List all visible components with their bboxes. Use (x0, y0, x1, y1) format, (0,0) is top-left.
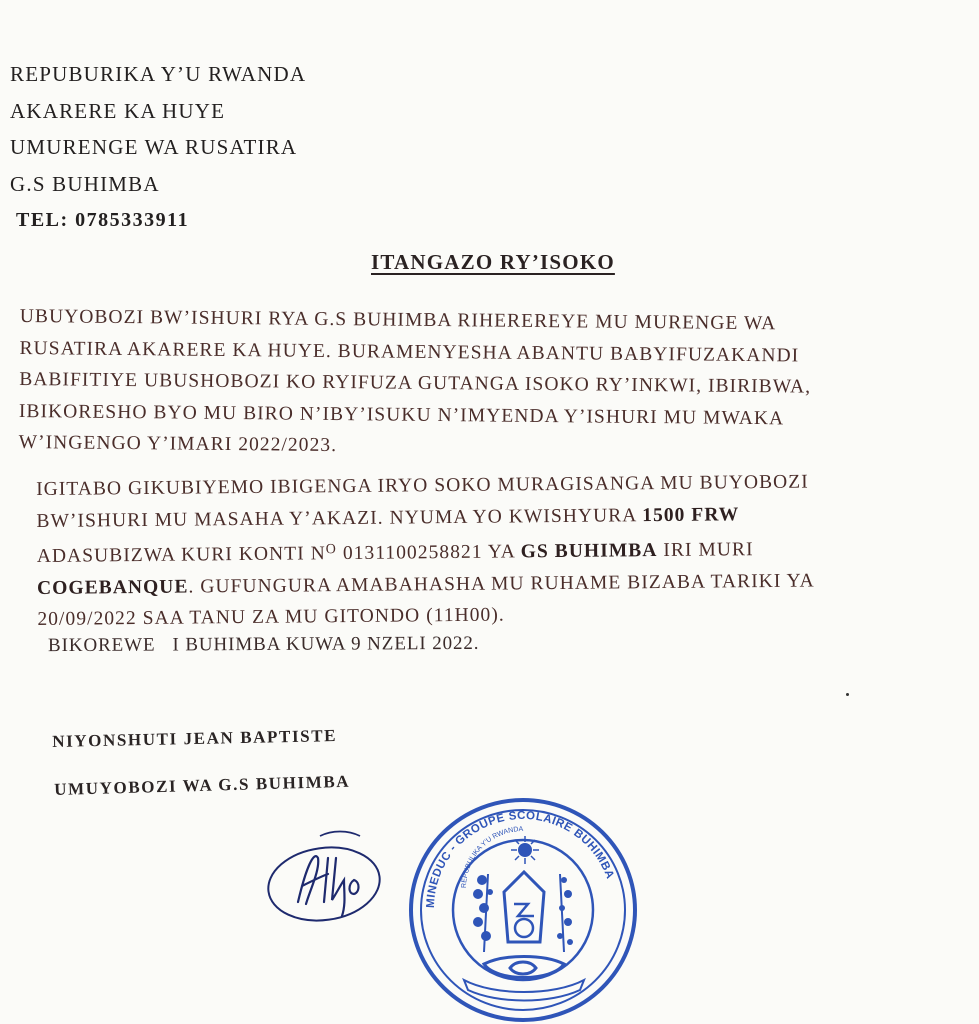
place-and-date: BIKOREWE I BUHIMBA KUWA 9 NZELI 2022. (47, 632, 480, 657)
paragraph-line: W’INGENGO Y’IMARI 2022/2023. (18, 431, 338, 457)
letterhead-district: AKARERE KA HUYE (10, 98, 226, 123)
paragraph-line: UBUYOBOZI BW’ISHURI RYA G.S BUHIMBA RIHEREREYE MU MURENGE WA (19, 305, 777, 335)
scan-speck (846, 693, 849, 696)
paragraph-text: IRI MURI (657, 539, 754, 562)
letterhead (10, 56, 306, 239)
paragraph-line: IBIKORESHO BYO MU BIRO N’IBY’ISUKU N’IMYENDA Y’ISHURI MU MWAKA (18, 400, 785, 429)
signatory-title: UMUYOBOZI WA G.S BUHIMBA (54, 771, 351, 799)
letterhead-sector: UMURENGE WA RUSATIRA (10, 135, 298, 159)
paragraph-text: ADASUBIZWA KURI KONTI N (36, 543, 326, 567)
paragraph-text: YA (482, 541, 521, 563)
document-title: ITANGAZO RY’ISOKO (371, 250, 615, 274)
paragraph-text: BW’ISHURI MU MASAHA Y’AKAZI. NYUMA YO KWISHYURA (36, 504, 643, 532)
signatory-name: NIYONSHUTI JEAN BAPTISTE (52, 726, 338, 751)
school-seal-stamp (404, 792, 642, 1024)
bank-name: COGEBANQUE (36, 576, 189, 599)
letterhead-phone: TEL: 0785333911 (16, 209, 190, 231)
paragraph-announcement (18, 301, 811, 466)
number-superscript: O (325, 542, 337, 558)
svg-text:REPUBULIKA Y'U RWANDA: REPUBULIKA Y'U RWANDA (460, 825, 524, 889)
paragraph-line: IGITABO GIKUBIYEMO IBIGENGA IRYO SOKO MURAGISANGA MU BUYOBOZI (36, 471, 809, 500)
paragraph-text: . GUFUNGURA AMABAHASHA MU RUHAME BIZABA TARIKI YA (188, 570, 815, 598)
paragraph-instructions (36, 467, 815, 636)
letterhead-school: G.S BUHIMBA (10, 171, 160, 196)
fee-amount: 1500 FRW (642, 503, 740, 526)
account-holder: GS BUHIMBA (520, 540, 658, 563)
paragraph-line: RUSATIRA AKARERE KA HUYE. BURAMENYESHA ABANTU BABYIFUZAKANDI (19, 337, 800, 366)
account-number: 0131100258821 (336, 541, 483, 565)
svg-text:MINEDUC - GROUPE SCOLAIRE BUHI: MINEDUC - GROUPE SCOLAIRE BUHIMBA (424, 809, 616, 909)
letterhead-country: REPUBURIKA Y’U RWANDA (10, 62, 307, 86)
paragraph-line: 20/09/2022 SAA TANU ZA MU GITONDO (11H00). (37, 604, 505, 630)
handwritten-signature (262, 828, 392, 928)
paragraph-line: BABIFITIYE UBUSHOBOZI KO RYIFUZA GUTANGA ISOKO RY’INKWI, IBIRIBWA, (19, 368, 812, 398)
